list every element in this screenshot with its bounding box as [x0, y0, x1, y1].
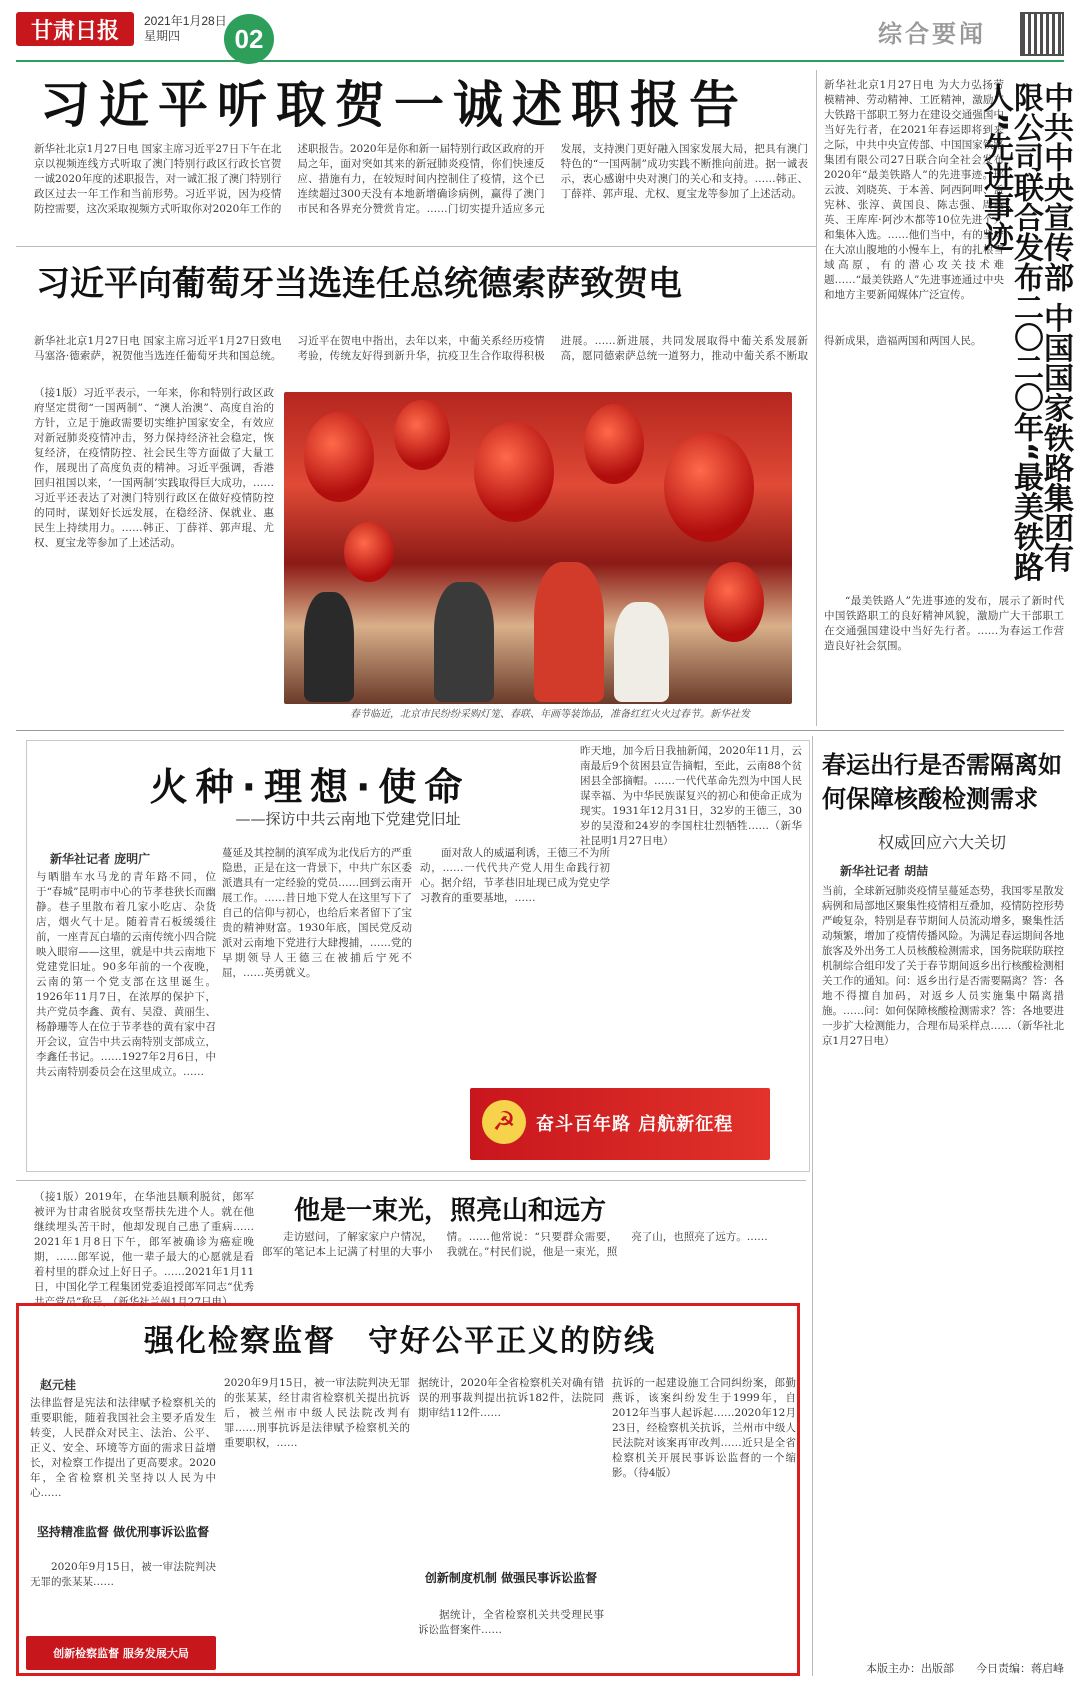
article4-body-col3b: 据统计，全省检察机关共受理民事诉讼监督案件……	[418, 1609, 604, 1636]
article4-body-col1: 法律监督是宪法和法律赋予检察机关的重要职能，随着我国社会主要矛盾发生转变，人民群众对民主、法治、公平、正义、安全、环境等方面的需求日益增长，对检察工作提出了更高要求。2020年，全省检察机关坚持以人民为中心……	[30, 1397, 216, 1499]
masthead-rule	[16, 60, 1064, 62]
sidebar-main-body-cont: “最美铁路人”先进事迹的发布，展示了新时代中国铁路职工的良好精神风貌，激励广大干部职工在交通强国建设中当好先行者。……为春运工作营造良好社会氛围。	[824, 595, 1064, 652]
shopper-figure	[534, 562, 604, 702]
side2-title: 春运出行是否需隔离如何保障核酸检测需求	[822, 751, 1062, 813]
column-divider	[816, 70, 817, 726]
divider	[16, 1180, 806, 1181]
party-emblem-icon: ☭	[482, 1100, 526, 1144]
date-text: 2021年1月28日	[144, 14, 227, 28]
shopper-figure	[434, 582, 494, 702]
article4-subheading-1: 坚持精准监督 做优刑事诉讼监督	[36, 1525, 210, 1539]
article3-title: 他是一束光，照亮山和远方	[293, 1196, 606, 1226]
lantern-decoration	[304, 412, 374, 502]
lantern-decoration	[344, 522, 394, 582]
article2-title: 习近平向葡萄牙当选连任总统德索萨致贺电	[36, 264, 682, 304]
side2-subtitle: 权威回应六大关切	[877, 833, 1006, 852]
lantern-decoration	[584, 404, 644, 484]
lantern-decoration	[704, 562, 764, 642]
photo-caption: 春节临近，北京市民纷纷采购灯笼、春联、年画等装饰品，准备红红火火过春节。新华社发	[350, 709, 750, 720]
column-divider	[812, 736, 813, 1676]
feature-body-col3: 面对敌人的威逼利诱，王德三不为所动，……一代代共产党人用生命践行初心。据介绍，节孝巷旧址现已成为党史学习教育的重要基地，……	[420, 847, 610, 904]
feature-title: 火种·理想·使命	[149, 765, 471, 809]
article1-body: 新华社北京1月27日电 国家主席习近平27日下午在北京以视频连线方式听取了澳门特别行政区行政长官贺一诚2020年度的述职报告，对一诚汇报了澳门特别行政区过去一年工作和当前形势。习近平说，因为疫情防控需要，这次采取视频方式听取你对2020年工作的述职报告。2020年是你和新一届特别行政区政府的开局之年，面对突如其来的新冠肺炎疫情，你们快速反应、措施有力，在较短时间内控制住了疫情，这个已连续超过300天没有本地新增确诊病例，赢得了澳门市民和各界充分赞赏肯定。……门切实提升适应多元发展，支持澳门更好融入国家发展大局，把具有澳门特色的“一国两制”成功实践不断推向前进。据一诚表示，衷心感谢中央对澳门的关心和支持。……韩正、丁薛祥、郭声琨、尤权、夏宝龙等参加了上述活动。	[34, 143, 808, 215]
article3-body-col1: （接1版）2019年，在华池县顺利脱贫，郎军被评为甘肃省脱贫攻坚帮扶先进个人。就在他继续埋头苦干时，他却发现自己患了重病……2021年1月8日下午，郎军被确诊为癌症晚期，……郎军说，他一辈子最大的心愿就是看着村里的群众过上好日子。……2021年1月11日，中国化学工程集团党委追授郎军同志“优秀共产党员”称号。（新华社兰州1月27日电）	[34, 1191, 254, 1308]
lantern-decoration	[474, 422, 554, 522]
sidebar-main-title: 中共中央宣传部 中国国家铁路集团有限公司联合发布二〇二〇年“最美铁路人”先进事迹	[978, 82, 1073, 582]
weekday-text: 星期四	[144, 29, 181, 43]
side2-body: 当前，全球新冠肺炎疫情呈蔓延态势，我国零星散发病例和局部地区聚集性疫情相互叠加，疫情防控形势严峻复杂，特别是春节期间人员流动增多，聚集性活动频繁，增加了疫情传播风险。为满足春运期间各地旅客及外出务工人员核酸检测需求，国务院联防联控机制综合组印发了关于春节期间返乡出行核酸检测相关工作的通知。问：返乡出行是否需要隔离？答：各地不得擅自加码，对返乡人员实施集中隔离措施。……问：如何保障核酸检测需求？答：各地要进一步扩大检测能力，合理布局采样点……（新华社北京1月27日电）	[822, 885, 1064, 1047]
qr-code-icon	[1020, 12, 1064, 56]
divider	[16, 730, 1064, 731]
article1-continued: （接1版）习近平表示，一年来，你和特别行政区政府坚定贯彻“一国两制”、“澳人治澳”、高度自治的方针，立足于施政需要切实维护国家安全，有效应对新冠肺炎疫情冲击，努力保持经济社会稳定，恢复经济，在疫情防控、社会民生等方面做了大量工作，展现出了高度负责的精神。习近平强调，香港回归祖国以来，‘一国两制’实践取得巨大成功，……习近平还表达了对澳门特别行政区在做好疫情防控的同时，谋划好长远发展，在稳经济、保就业、惠民生上持续用力。……韩正、丁薛祥、郭声琨、尤权、夏宝龙等参加了上述活动。	[34, 387, 274, 549]
article4-title: 强化检察监督 守好公平正义的防线	[144, 1324, 656, 1359]
article4-body-col1b: 2020年9月15日，被一审法院判决无罪的张某某……	[30, 1561, 216, 1588]
divider	[16, 246, 816, 247]
page-footer-note: 本版主办：出版部 今日责编：蒋启峰	[866, 1662, 1064, 1675]
lantern-decoration	[664, 432, 754, 542]
article4-body-col4: 抗诉的一起建设施工合同纠纷案，郎勤燕诉，该案纠纷发生于1999年，自2012年当事人起诉起……2020年12月23日，经检察机关抗诉，兰州市中级人民法院对该案再审改判……近只是全省检察机关开展民事诉讼监督的一个缩影。（待4版）	[612, 1377, 796, 1479]
feature-byline: 新华社记者 庞明广	[50, 852, 151, 866]
sidebar-main-body: 新华社北京1月27日电 为大力弘扬劳模精神、劳动精神、工匠精神，激励广大铁路干部职工努力在建设交通强国中当好先行者，在2021年春运即将到来之际，中共中央宣传部、中国国家铁路集团有限公司27日联合向全社会发布2020年“最美铁路人”的先进事迹。邢云波、刘晓英、于本善、阿西阿呷、孟宪林、张淳、黄国良、陈志强、周英英、王库库·阿沙木都等10位先进个人和集体入选。……他们当中，有的坚守在大凉山腹地的小慢车上，有的扎根雪域高原，有的潜心攻关技术难题……“最美铁路人”先进事迹通过中央和地方主要新闻媒体广泛宣传。	[824, 79, 1004, 301]
feature-body-col4: 昨天地，加今后日我抽新闻，2020年11月，云南最后9个贫困县宣告摘帽，至此，云南88个贫困县全部摘帽。……一代代革命先烈为中国人民谋幸福、为中华民族谋复兴的初心和使命正成为现实。1931年12月31日，32岁的王德三，30岁的吴澄和24岁的李国柱壮烈牺牲……（新华社昆明1月27日电）	[580, 745, 802, 847]
article2-body: 新华社北京1月27日电 国家主席习近平1月27日致电马塞洛·德索萨，祝贺他当选连任葡萄牙共和国总统。习近平在贺电中指出，去年以来，中葡关系经历疫情考验，传统友好得到新升华，抗疫卫生合作取得积极进展。……新进展，共同发展取得中葡关系发展新高，愿同德索萨总统一道努力，推动中葡关系不断取得新成果，造福两国和两国人民。	[34, 335, 982, 362]
article1-title: 习近平听取贺一诚述职报告	[40, 76, 748, 134]
shopper-figure	[304, 592, 354, 702]
article4-byline: 赵元桂	[40, 1378, 77, 1392]
article3-body-col2: 走访慰问，了解家家户户情况，郎军的笔记本上记满了村里的大事小情。……他常说：“只要群众需要，我就在。”村民们说，他是一束光，照亮了山，也照亮了远方。……	[262, 1231, 768, 1258]
article4-subheading-2: 创新制度机制 做强民事诉讼监督	[424, 1571, 598, 1585]
page-number-badge: 02	[224, 14, 274, 64]
article4-body-col3: 据统计，2020年全省检察机关对确有错误的刑事裁判提出抗诉182件，法院同期审结112件……	[418, 1377, 604, 1419]
section-title: 综合要闻	[878, 20, 986, 48]
banner-text: 奋斗百年路 启航新征程	[536, 1114, 734, 1135]
lantern-decoration	[394, 400, 450, 470]
issue-date	[144, 14, 227, 44]
feature-subtitle: ——探访中共云南地下党建党旧址	[235, 810, 461, 828]
shopper-figure	[614, 602, 669, 702]
article4-body-col2: 2020年9月15日，被一审法院判决无罪的张某某，经甘肃省检察机关提出抗诉后，被兰州市中级人民法院改判有罪……刑事抗诉是法律赋予检察机关的重要职权，……	[224, 1377, 410, 1449]
party-banner	[470, 1088, 770, 1160]
news-photo-spring-festival	[284, 392, 792, 704]
feature-body-col1: 与晒腊车水马龙的青年路不同，位于“春城”昆明市中心的节孝巷狭长而幽静。巷子里散布着几家小吃店、杂货店，烟火气十足。随着青石板缓缓往前，一座青瓦白墙的云南传统小四合院映入眼帘——这里，就是中共云南地下党建党旧址。90多年前的一个夜晚，云南的第一个党支部在这里诞生。1926年11月7日，在浓厚的保护下，共产党员李鑫、黄有、吴澄、黄丽生、杨静珊等人在位于节孝巷的黄有家中召开会议，宣告中共云南特别支部成立，李鑫任书记。……1927年2月6日，中共云南特别委员会在这里成立。……	[36, 871, 216, 1078]
side2-byline: 新华社记者 胡喆	[840, 864, 929, 878]
newspaper-logo: 甘肃日报	[16, 12, 134, 46]
feature-body-col2: 蔓延及其控制的滇军成为北伐后方的严重隐患，正是在这一背景下，中共广东区委派遣具有一定经验的党员……回到云南开展工作。……昔日地下党人在这里写下了自己的信仰与初心，也给后来者留下了宝贵的精神财富。1930年底，国民党反动派对云南地下党进行大肆搜捕，……党的早期领导人王德三在被捕后宁死不屈，……英勇就义。	[222, 847, 412, 979]
footer-ad: 创新检察监督 服务发展大局	[26, 1636, 216, 1670]
